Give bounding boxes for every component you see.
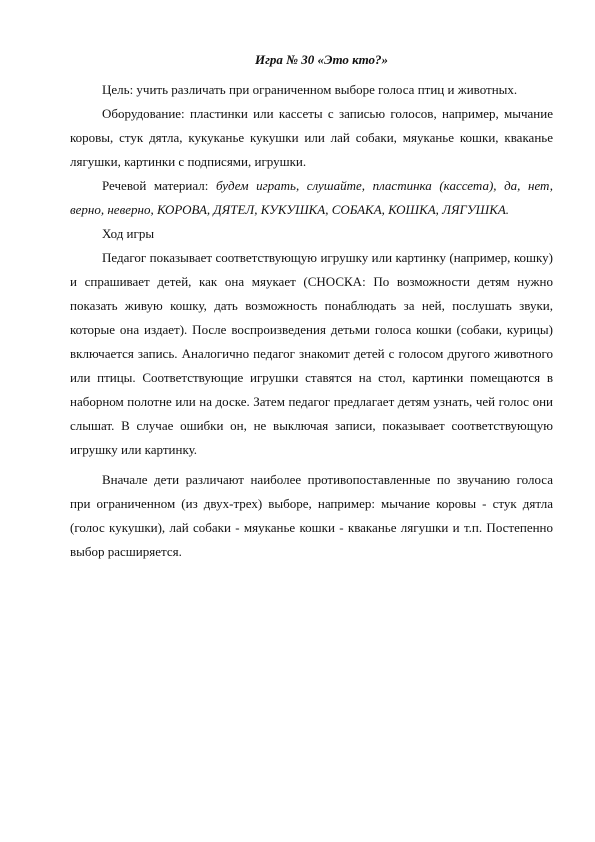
course-heading: Ход игры	[102, 226, 155, 241]
speech-material-paragraph	[70, 174, 553, 222]
goal-paragraph: Цель: учить различать при ограниченном выборе голоса птиц и животных.	[102, 82, 518, 97]
game-title: Игра № 30 «Это кто?»	[254, 52, 389, 67]
speech-material-items: будем играть, слушайте, пластинка (кассета), да, нет, верно, неверно, КОРОВА, ДЯТЕЛ, КУКУШКА, СОБАКА, КОШКА, ЛЯГУШКА.	[70, 178, 554, 217]
speech-material-label: Речевой материал:	[102, 178, 209, 193]
course-paragraph-2: Вначале дети различают наиболее противопоставленные по звучанию голоса при ограниченном (из двух-трех) выборе, например: мычание коровы - стук дятла (голос кукушки), лай собаки - мяуканье кошки - кваканье лягушки и т.п. Постепенно выбор расширяется.	[70, 472, 553, 559]
document-page	[70, 48, 553, 564]
course-paragraph-1: Педагог показывает соответствующую игрушку или картинку (например, кошку) и спрашивает детей, как она мяукает (СНОСКА: По возможности детям нужно показать живую кошку, дать возможность понаблюдать за ней, послушать звуки, которые она издает). После воспроизведения детьми голоса кошки (собаки, курицы) включается запись. Аналогично педагог знакомит детей с голосом другого животного или птицы. Соответствующие игрушки ставятся на стол, картинки помещаются в наборном полотне или на доске. Затем педагог предлагает детям узнать, чей голос они слышат. В случае ошибки он, не выключая записи, показывает соответствующую игрушку или картинку.	[70, 250, 553, 457]
equipment-paragraph: Оборудование: пластинки или кассеты с записью голосов, например, мычание коровы, стук дятла, кукуканье кукушки или лай собаки, мяуканье кошки, кваканье лягушки, картинки с подписями, игрушки.	[70, 106, 553, 169]
